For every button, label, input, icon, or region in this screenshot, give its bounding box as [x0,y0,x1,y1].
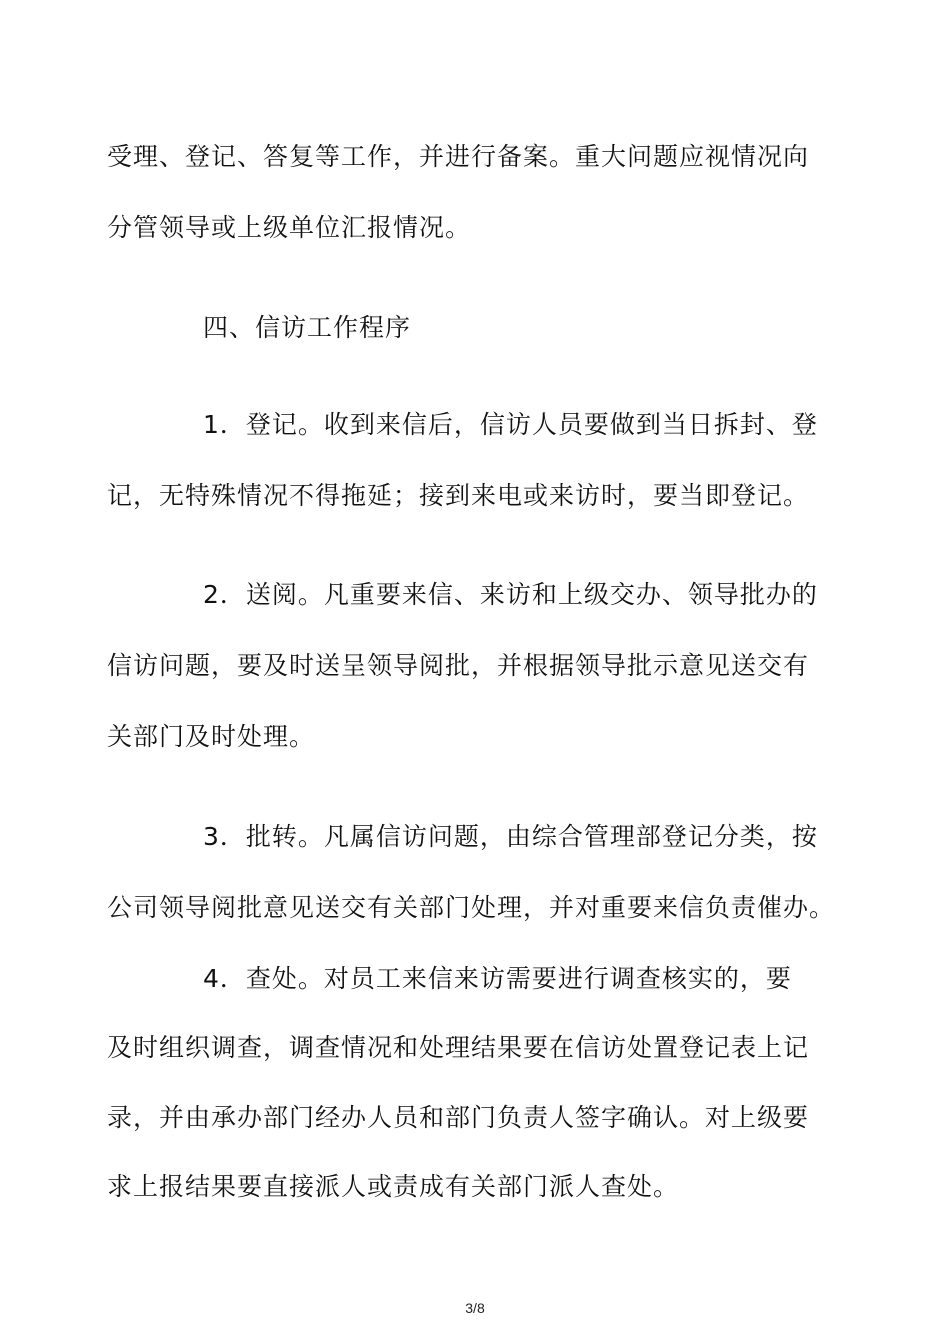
paragraph-line: 录，并由承办部门经办人员和部门负责人签字确认。对上级要 [107,1103,810,1132]
paragraph-line: 1．登记。收到来信后，信访人员要做到当日拆封、登 [203,410,818,439]
paragraph-line: 及时组织调查，调查情况和处理结果要在信访处置登记表上记 [107,1033,810,1062]
section-heading: 四、信访工作程序 [203,313,412,342]
paragraph-line: 关部门及时处理。 [107,722,316,751]
paragraph-line: 4．查处。对员工来信来访需要进行调查核实的，要 [203,964,792,993]
paragraph-line: 信访问题，要及时送呈领导阅批，并根据领导批示意见送交有 [107,651,810,680]
paragraph-line: 受理、登记、答复等工作，并进行备案。重大问题应视情况向 [107,142,810,171]
paragraph-line: 3．批转。凡属信访问题，由综合管理部登记分类，按 [203,822,818,851]
paragraph-line: 记，无特殊情况不得拖延；接到来电或来访时，要当即登记。 [107,481,810,510]
paragraph-line: 公司领导阅批意见送交有关部门处理，并对重要来信负责催办。 [107,893,836,922]
paragraph-line: 分管领导或上级单位汇报情况。 [107,213,472,242]
paragraph-line: 2．送阅。凡重要来信、来访和上级交办、领导批办的 [203,580,818,609]
page-number: 3/8 [465,1300,485,1316]
paragraph-line: 求上报结果要直接派人或责成有关部门派人查处。 [107,1172,680,1201]
